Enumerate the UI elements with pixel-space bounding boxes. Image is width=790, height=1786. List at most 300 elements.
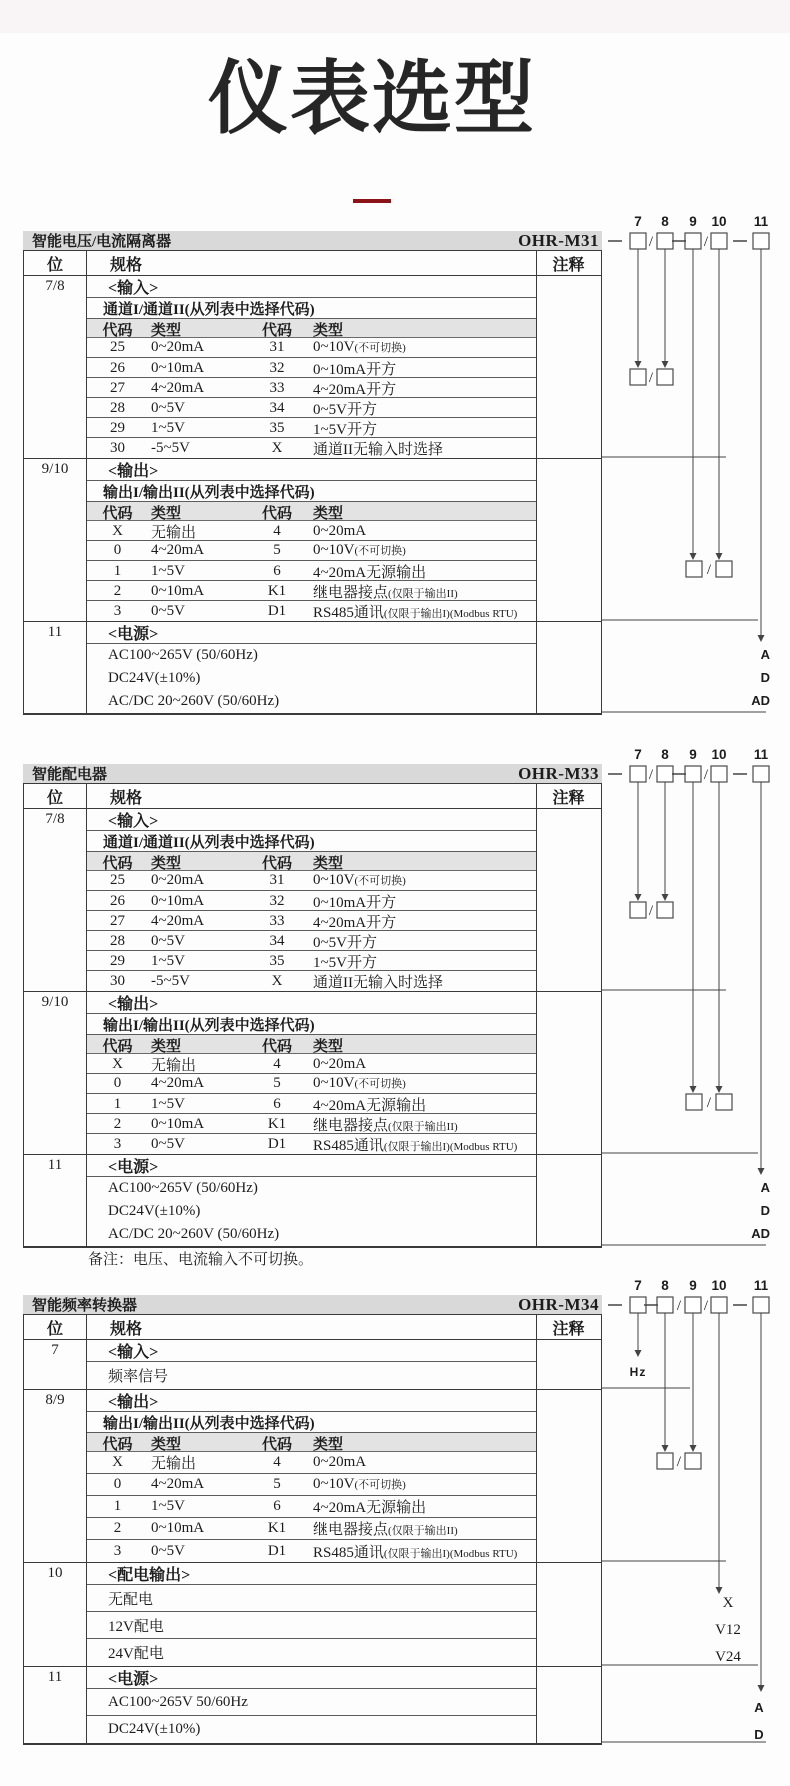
code-row (86, 1540, 536, 1562)
pos-column-header: 位 (46, 256, 63, 274)
code-row (86, 338, 536, 358)
option-code-label: / (676, 1454, 682, 1470)
type-cell: RS485通讯(仅限于输出I)(Modbus RTU) (313, 1544, 518, 1561)
option-code-label: / (706, 1095, 712, 1111)
type-cell: 0~5V开方 (313, 402, 377, 418)
type-cell: 继电器接点(仅限于输出II) (313, 1522, 458, 1538)
code-table-header-cell: 类型 (313, 506, 344, 522)
code-cell: 1 (113, 563, 122, 579)
code-row (86, 931, 536, 951)
option-code-label: / (648, 767, 654, 783)
code-table-header-cell: 代码 (102, 1437, 133, 1453)
section-rows (86, 622, 536, 713)
remark-column-divider (536, 251, 537, 714)
table-OHR-M34 (23, 1295, 602, 1745)
pos-label: 11 (47, 624, 63, 640)
option-code-label: V12 (715, 1622, 741, 1638)
option-code-label: / (648, 370, 654, 386)
digit-label: 11 (753, 214, 769, 229)
pos-label: 9/10 (41, 994, 69, 1010)
spec-column-header: 规格 (110, 256, 143, 274)
code-box (711, 1297, 727, 1313)
arrow-head (758, 635, 765, 642)
pos-label: 11 (47, 1157, 63, 1173)
code-cell: 27 (110, 380, 125, 396)
code-table-header-cell: 类型 (313, 1039, 344, 1055)
code-table-header-cell: 代码 (102, 323, 133, 339)
code-row (86, 1114, 536, 1134)
pos-column-divider (86, 1315, 87, 1744)
code-row (86, 1094, 536, 1114)
option-row: AC/DC 20~260V (50/60Hz) (108, 693, 280, 709)
section-title: <电源> (86, 1155, 536, 1177)
section-subtitle: 通道I/通道II(从列表中选择代码) (86, 831, 536, 852)
code-cell: 2 (113, 1520, 122, 1536)
table-OHR-M33 (23, 764, 602, 1248)
column-header-row (24, 1315, 601, 1340)
option-row: AC100~265V (50/60Hz) (108, 647, 258, 663)
type-cell: 0~20mA (313, 1454, 367, 1470)
code-cell: 5 (273, 542, 281, 558)
section-title: <输出> (86, 459, 536, 481)
digit-label: 7 (634, 1278, 642, 1293)
type-cell: 4~20mA无源输出 (313, 1098, 427, 1114)
code-box (685, 766, 701, 782)
code-box (711, 233, 727, 249)
page-title: 仪表选型 (208, 54, 536, 143)
section-7 (24, 1340, 601, 1390)
code-table-header-cell: 代码 (102, 856, 133, 872)
code-row (86, 1074, 536, 1094)
code-box (630, 369, 646, 385)
type-cell: 0~10mA (151, 1116, 205, 1132)
code-box (716, 1094, 732, 1110)
code-cell: 26 (110, 360, 125, 376)
code-cell: 6 (273, 1096, 281, 1112)
option-code-label: AD (751, 1226, 770, 1241)
type-cell: 无输出 (151, 1058, 197, 1074)
section-title: <电源> (86, 622, 536, 644)
code-row (86, 891, 536, 911)
code-cell: 28 (110, 933, 125, 949)
code-cell: 31 (269, 872, 285, 888)
section-title: <配电输出> (86, 1563, 536, 1585)
section-11 (24, 1667, 601, 1744)
digit-label: 7 (634, 747, 642, 762)
section-title: <输出> (86, 992, 536, 1014)
digit-label: 8 (661, 747, 669, 762)
type-cell: -5~5V (151, 973, 190, 989)
section-rows (86, 1667, 536, 1743)
type-cell: 0~5V (151, 603, 185, 619)
section-rows (86, 1563, 536, 1666)
arrow-head (758, 1685, 765, 1692)
type-cell: 0~10V(不可切换) (313, 339, 406, 355)
remark-column-divider (536, 784, 537, 1247)
code-cell: 34 (269, 400, 285, 416)
type-cell: 0~20mA (313, 523, 367, 539)
code-table-header-cell: 类型 (313, 856, 344, 872)
digit-label: 9 (689, 214, 697, 229)
table-name: 智能配电器 (32, 767, 108, 783)
code-row (86, 581, 536, 601)
option-row: DC24V(±10%) (108, 1721, 201, 1737)
code-cell: 1 (113, 1096, 122, 1112)
code-table-header-cell: 类型 (151, 323, 182, 339)
pos-label: 8/9 (45, 1392, 65, 1408)
code-table-header-cell: 代码 (261, 506, 292, 522)
code-box (753, 1297, 769, 1313)
option-row: 24V配电 (108, 1646, 164, 1662)
type-cell: 无输出 (151, 525, 197, 541)
section-rows (86, 992, 536, 1154)
code-cell: 5 (273, 1476, 281, 1492)
section-7-8 (24, 276, 601, 459)
type-cell: 1~5V (151, 1096, 185, 1112)
code-cell: 29 (110, 420, 125, 436)
option-code-label: / (703, 1298, 709, 1314)
code-cell: 28 (110, 400, 125, 416)
code-row (86, 601, 536, 621)
code-cell: 32 (269, 893, 285, 909)
section-title: <输入> (86, 809, 536, 831)
type-cell: 0~10V(不可切换) (313, 1075, 406, 1091)
table-title-bar (23, 764, 602, 783)
digit-label: 11 (753, 1278, 769, 1293)
type-cell: 通道II无输入时选择 (313, 442, 443, 458)
option-row: AC100~265V 50/60Hz (86, 1689, 536, 1716)
code-cell: 32 (269, 360, 285, 376)
code-table-header (86, 319, 536, 338)
section-11 (24, 622, 601, 714)
type-cell: 1~5V开方 (313, 955, 377, 971)
type-cell: 0~10mA (151, 893, 205, 909)
code-table-header-cell: 代码 (102, 506, 133, 522)
table-model: OHR-M31 (518, 230, 599, 250)
code-cell: X (271, 440, 283, 456)
digit-label: 10 (711, 1278, 727, 1293)
code-table-header-cell: 代码 (261, 1437, 292, 1453)
option-row: 12V配电 (86, 1612, 536, 1639)
code-cell: 2 (113, 583, 122, 599)
type-cell: 0~5V (151, 1136, 185, 1152)
spec-column-header: 规格 (110, 789, 143, 807)
option-code-label: A (760, 647, 770, 662)
code-cell: 0 (113, 1476, 122, 1492)
section-rows (86, 1390, 536, 1562)
type-cell: 1~5V (151, 420, 185, 436)
pos-label: 7/8 (45, 811, 65, 827)
table-name: 智能电压/电流隔离器 (32, 234, 172, 250)
code-cell: 0 (113, 542, 122, 558)
arrow-head (758, 1168, 765, 1175)
code-cell: 4 (273, 1056, 281, 1072)
code-row (86, 1054, 536, 1074)
remark-column-header: 注释 (552, 1320, 585, 1338)
code-cell: 0 (113, 1075, 122, 1091)
code-table-header-cell: 代码 (261, 856, 292, 872)
code-box (711, 766, 727, 782)
arrow-head (662, 1445, 669, 1452)
code-box (657, 1453, 673, 1469)
code-row (86, 378, 536, 398)
arrow-head (716, 553, 723, 560)
code-cell: K1 (267, 1520, 287, 1536)
code-cell: X (112, 523, 123, 539)
code-row (86, 438, 536, 458)
option-code-label: / (703, 234, 709, 250)
section-7-8 (24, 809, 601, 992)
pos-label: 7 (51, 1342, 59, 1358)
code-cell: 1 (113, 1498, 122, 1514)
code-cell: X (112, 1454, 123, 1470)
type-cell: 0~20mA (151, 872, 205, 888)
code-row (86, 541, 536, 561)
code-box (716, 561, 732, 577)
type-cell: 0~5V (151, 1542, 185, 1559)
code-row (86, 1452, 536, 1474)
code-table-header-cell: 类型 (313, 323, 344, 339)
code-box (753, 766, 769, 782)
pos-label: 9/10 (41, 461, 69, 477)
code-cell: K1 (267, 1116, 287, 1132)
section-rows (86, 276, 536, 458)
code-box (686, 1094, 702, 1110)
column-header-row (24, 251, 601, 276)
arrow-head (690, 1445, 697, 1452)
code-cell: 4 (273, 523, 281, 539)
code-box (753, 233, 769, 249)
type-cell: 4~20mA (151, 1075, 205, 1091)
code-cell: 29 (110, 953, 125, 969)
code-table-header-cell: 代码 (261, 323, 292, 339)
type-cell: 1~5V开方 (313, 422, 377, 438)
section-subtitle: 输出I/输出II(从列表中选择代码) (86, 1014, 536, 1035)
code-cell: K1 (267, 583, 287, 599)
table-body (23, 1314, 602, 1745)
code-row (86, 1134, 536, 1154)
type-cell: 4~20mA开方 (313, 382, 397, 398)
table-name: 智能频率转换器 (32, 1298, 138, 1314)
option-code-label: AD (751, 693, 770, 708)
type-cell: 0~10mA (151, 360, 205, 376)
code-cell: 30 (110, 440, 125, 456)
remark-column-divider (536, 1315, 537, 1744)
table-OHR-M31 (23, 231, 602, 715)
section-9-10 (24, 992, 601, 1155)
code-cell: 3 (113, 603, 122, 619)
type-cell: 无输出 (151, 1456, 197, 1472)
type-cell: -5~5V (151, 440, 190, 456)
section-9-10 (24, 459, 601, 622)
code-cell: 31 (269, 339, 285, 355)
arrow-head (690, 553, 697, 560)
code-box (630, 902, 646, 918)
section-title: <电源> (86, 1667, 536, 1689)
code-box (685, 1297, 701, 1313)
code-table-header-cell: 类型 (151, 856, 182, 872)
digit-label: 8 (661, 214, 669, 229)
section-title: <输入> (86, 1340, 536, 1362)
option-code-label: A (754, 1700, 764, 1715)
section-11 (24, 1155, 601, 1247)
code-table-header (86, 1035, 536, 1054)
type-cell: 1~5V (151, 563, 185, 579)
code-box (657, 369, 673, 385)
type-cell: 0~10V(不可切换) (313, 872, 406, 888)
pos-column-header: 位 (46, 1320, 63, 1338)
code-row (86, 1518, 536, 1540)
pos-column-divider (86, 251, 87, 714)
digit-label: 7 (634, 214, 642, 229)
code-table-header-cell: 代码 (261, 1039, 292, 1055)
code-box (657, 902, 673, 918)
code-table-header-cell: 类型 (313, 1437, 344, 1453)
code-cell: 3 (113, 1542, 122, 1559)
pos-column-header: 位 (46, 789, 63, 807)
code-row (86, 951, 536, 971)
type-cell: 0~5V开方 (313, 935, 377, 951)
code-cell: X (271, 973, 283, 989)
table-title-bar (23, 231, 602, 250)
type-cell: 0~10mA (151, 583, 205, 599)
digit-label: 9 (689, 747, 697, 762)
type-cell: 0~10V(不可切换) (313, 1476, 406, 1492)
code-row (86, 1496, 536, 1518)
type-cell: 4~20mA无源输出 (313, 1500, 427, 1516)
code-row (86, 398, 536, 418)
option-code-label: / (648, 903, 654, 919)
section-subtitle: 输出I/输出II(从列表中选择代码) (86, 481, 536, 502)
table-model: OHR-M34 (518, 1294, 599, 1314)
type-cell: 继电器接点(仅限于输出II) (313, 585, 458, 601)
option-code-label: D (760, 670, 770, 685)
code-cell: D1 (267, 1136, 287, 1152)
option-row: 无配电 (86, 1585, 536, 1612)
option-row: 频率信号 (108, 1369, 169, 1385)
footnote: 备注：电压、电流输入不可切换。 (88, 1252, 314, 1268)
option-code-label: / (703, 767, 709, 783)
table-model: OHR-M33 (518, 763, 599, 783)
code-cell: 5 (273, 1075, 281, 1091)
table-body (23, 250, 602, 715)
code-cell: 2 (113, 1116, 122, 1132)
arrow-head (635, 361, 642, 368)
option-code-label: / (706, 562, 712, 578)
code-row (86, 971, 536, 991)
option-code-label: Hz (629, 1365, 647, 1379)
code-cell: 25 (110, 339, 125, 355)
code-row (86, 561, 536, 581)
type-cell: 4~20mA (151, 542, 205, 558)
section-subtitle: 输出I/输出II(从列表中选择代码) (86, 1412, 536, 1433)
code-box (685, 233, 701, 249)
code-row (86, 911, 536, 931)
type-cell: 4~20mA开方 (313, 915, 397, 931)
code-cell: 30 (110, 973, 125, 989)
section-8-9 (24, 1390, 601, 1563)
option-code-label: X (722, 1595, 734, 1611)
type-cell: 4~20mA (151, 913, 205, 929)
option-row: DC24V(±10%) (108, 1203, 201, 1219)
code-table-header (86, 1433, 536, 1452)
section-10 (24, 1563, 601, 1667)
code-cell: 26 (110, 893, 125, 909)
code-cell: 25 (110, 872, 125, 888)
table-title-bar (23, 1295, 602, 1314)
type-cell: 1~5V (151, 1498, 185, 1514)
type-cell: 4~20mA (151, 1476, 205, 1492)
section-rows (86, 459, 536, 621)
arrow-head (635, 894, 642, 901)
type-cell: RS485通讯(仅限于输出I)(Modbus RTU) (313, 1138, 518, 1154)
code-cell: 4 (273, 1454, 281, 1470)
pos-column-divider (86, 784, 87, 1247)
code-cell: 3 (113, 1136, 122, 1152)
pos-label: 10 (47, 1565, 63, 1581)
type-cell: 0~10mA开方 (313, 362, 397, 378)
code-table-header-cell: 代码 (102, 1039, 133, 1055)
arrow-head (662, 361, 669, 368)
code-cell: 34 (269, 933, 285, 949)
option-code-label: D (754, 1727, 764, 1742)
section-rows (86, 1155, 536, 1246)
top-strip (0, 0, 790, 33)
type-cell: 4~20mA无源输出 (313, 565, 427, 581)
code-table-header-cell: 类型 (151, 1437, 182, 1453)
code-cell: 35 (269, 420, 285, 436)
arrow-head (635, 1350, 642, 1357)
code-row (86, 871, 536, 891)
code-box (685, 1453, 701, 1469)
code-cell: 27 (110, 913, 125, 929)
code-box (657, 1297, 673, 1313)
type-cell: 0~5V (151, 933, 185, 949)
digit-label: 10 (711, 214, 727, 229)
code-cell: 33 (269, 380, 285, 396)
type-cell: 0~20mA (313, 1056, 367, 1072)
type-cell: 通道II无输入时选择 (313, 975, 443, 991)
type-cell: RS485通讯(仅限于输出I)(Modbus RTU) (313, 605, 518, 621)
code-box (630, 1297, 646, 1313)
code-cell: D1 (267, 1542, 287, 1559)
code-row (86, 1474, 536, 1496)
spec-column-header: 规格 (110, 1320, 143, 1338)
code-box (686, 561, 702, 577)
type-cell: 4~20mA (151, 380, 205, 396)
option-row: DC24V(±10%) (108, 670, 201, 686)
option-code-label: D (760, 1203, 770, 1218)
remark-column-header: 注释 (552, 789, 585, 807)
option-row: AC100~265V (50/60Hz) (108, 1180, 258, 1196)
digit-label: 9 (689, 1278, 697, 1293)
option-row: AC/DC 20~260V (50/60Hz) (108, 1226, 280, 1242)
section-rows (86, 1340, 536, 1389)
section-title: <输出> (86, 1390, 536, 1412)
pos-label: 7/8 (45, 278, 65, 294)
column-header-row (24, 784, 601, 809)
code-row (86, 358, 536, 378)
digit-label: 10 (711, 747, 727, 762)
code-cell: 35 (269, 953, 285, 969)
code-cell: 6 (273, 563, 281, 579)
code-box (657, 766, 673, 782)
code-cell: 6 (273, 1498, 281, 1514)
type-cell: 0~10V(不可切换) (313, 542, 406, 558)
type-cell: 1~5V (151, 953, 185, 969)
title-underline (353, 199, 391, 203)
arrow-head (690, 1086, 697, 1093)
